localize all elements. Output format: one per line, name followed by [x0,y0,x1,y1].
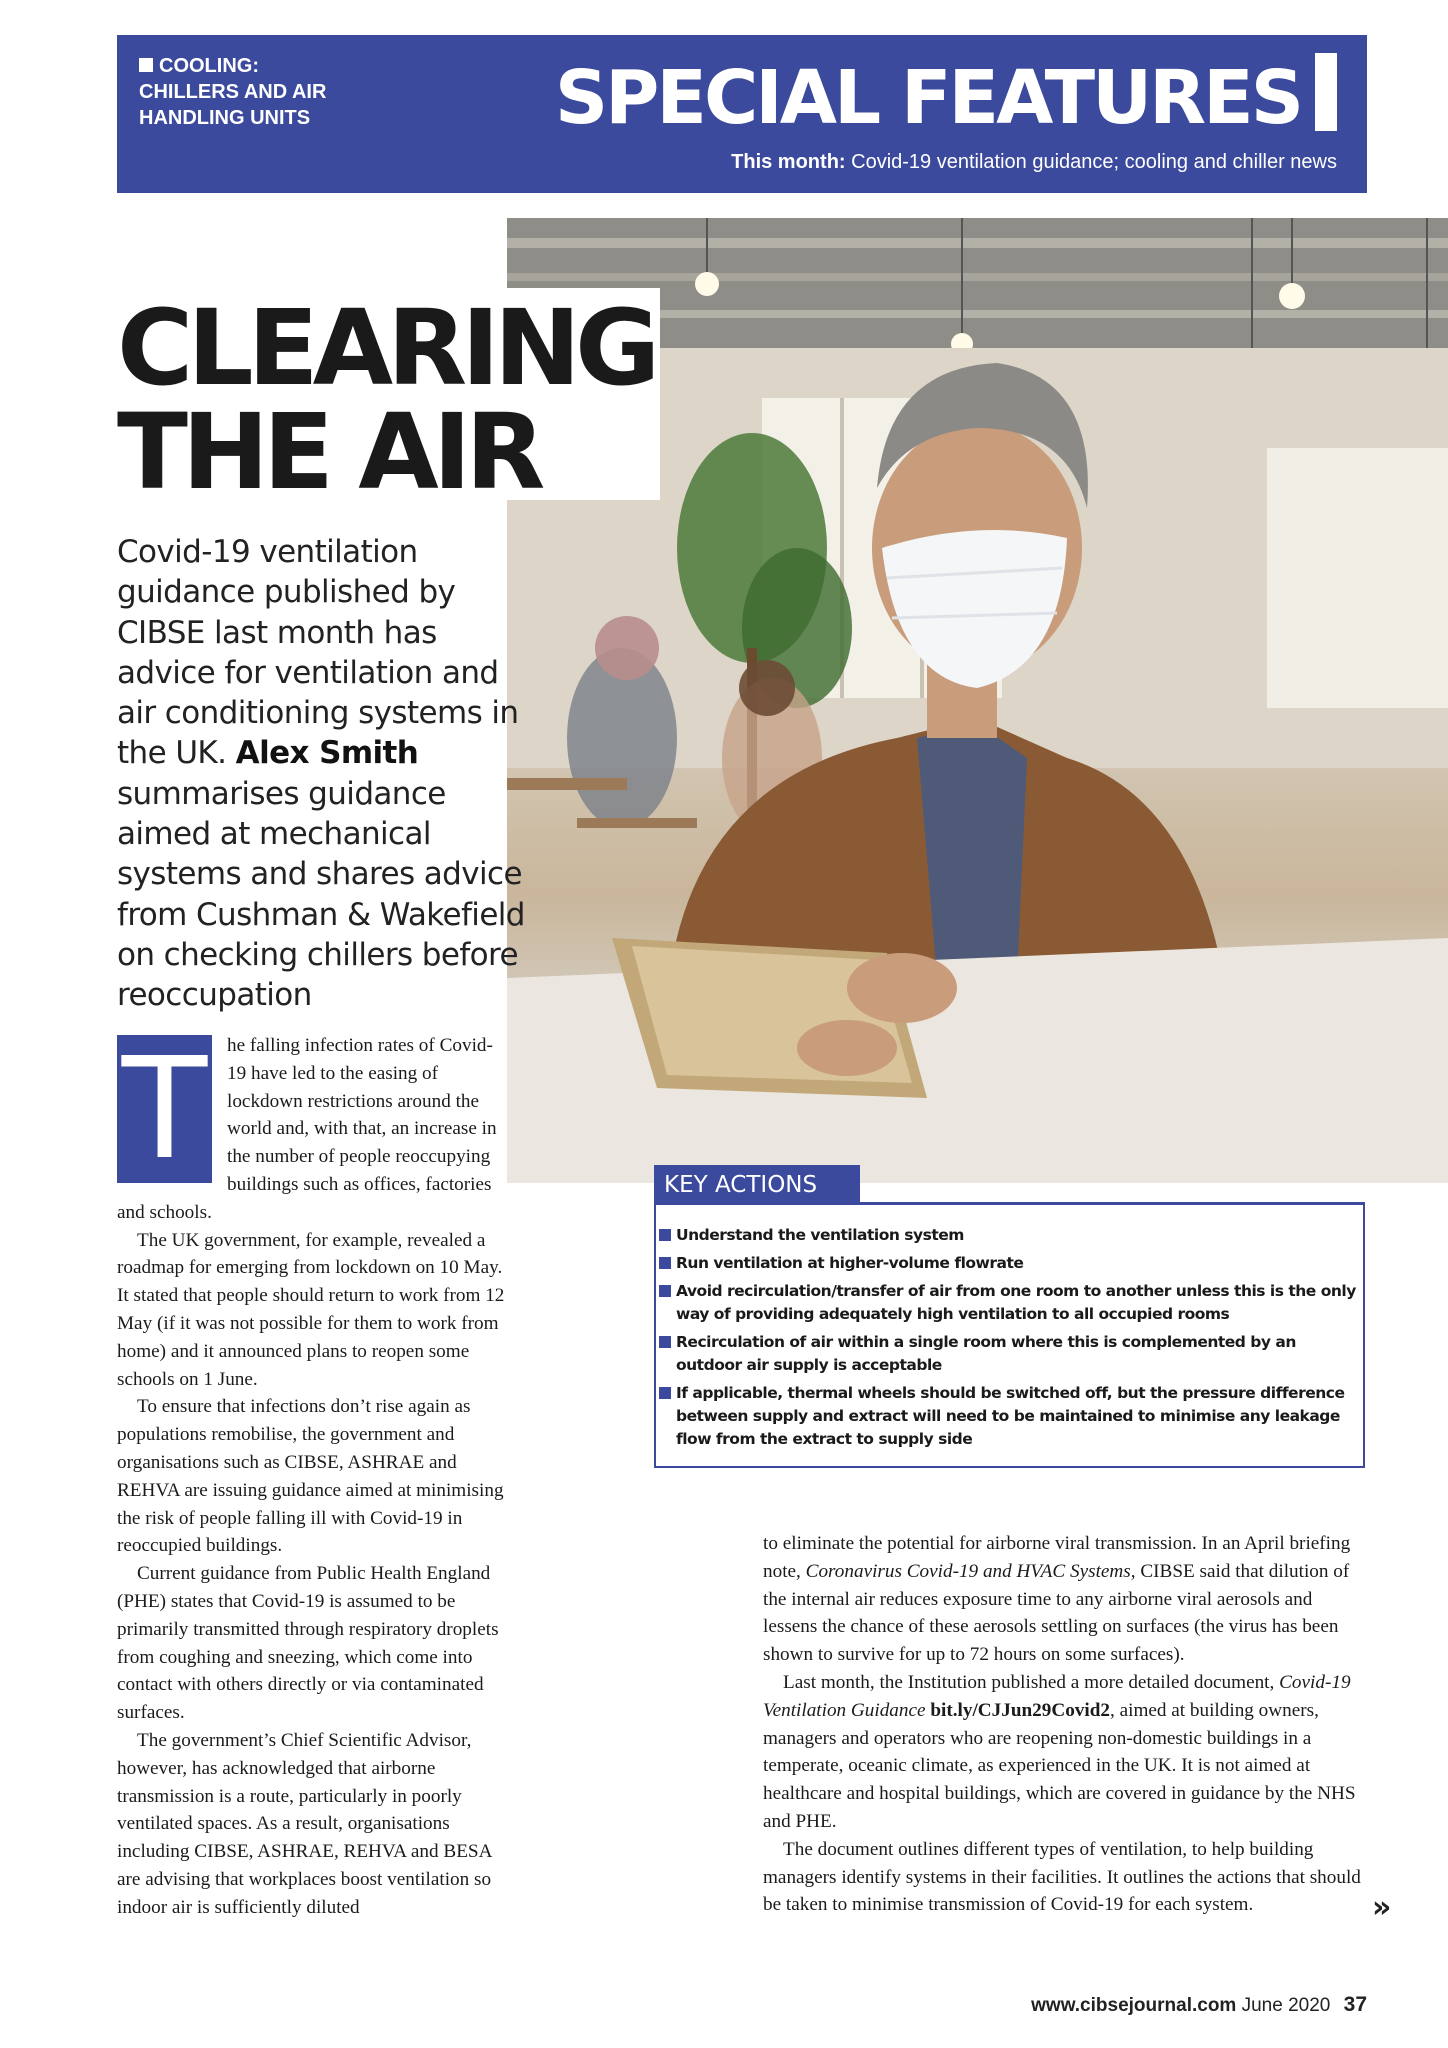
this-month-label: This month: [731,151,846,173]
square-bullet-icon [659,1336,671,1348]
key-action-item [656,1252,1356,1275]
p6-italic-title: Coronavirus Covid-19 and HVAC Systems [805,1560,1131,1582]
section-tag-line-2: CHILLERS AND AIR [139,81,327,103]
p6-text-b: , CIBSE said that dilution of the internal air reduces exposure time to any airborne viral aerosols and lessens the chance of these aerosols settling on surfaces (the virus has been shown to survive for up to 72 hours on some surfaces). [763,1560,1350,1666]
key-action-text: Avoid recirculation/transfer of air from one room to another unless this is the only way of providing adequately high ventilation to all occupied rooms [676,1282,1356,1323]
key-action-item [656,1331,1356,1377]
paragraph-2: The UK government, for example, revealed a roadmap for emerging from lockdown on 10 May. It stated that people should return to work from 12 May (if it was not possible for them to work from home) and it announced plans to reopen some schools on 1 June. [117,1229,505,1390]
paragraph-4: Current guidance from Public Health England (PHE) states that Covid-19 is assumed to be primarily transmitted through respiratory droplets from coughing and sneezing, which come into contact with others directly or via contaminated surfaces. [117,1563,499,1724]
body-column-2 [763,1530,1368,1919]
paragraph-1: he falling infection rates of Covid-19 have led to the easing of lockdown restrictions around the world and, with that, an increase in the number of people reoccupying buildings such as offices, factories and schools. [117,1035,497,1223]
title-line-1: CLEARING [117,287,655,409]
square-bullet-icon [139,58,153,72]
key-action-text: Run ventilation at higher-volume flowrate [676,1254,1024,1272]
body-column-1 [117,1028,507,1922]
paragraph-5: The government’s Chief Scientific Advisor, however, has acknowledged that airborne transmission is a route, particularly in poorly ventilated spaces. As a result, organisations including CIBSE, ASHRAE, REHVA and BESA are advising that workplaces boost ventilation so indoor air is sufficiently diluted [117,1729,492,1918]
square-bullet-icon [659,1257,671,1269]
banner-text: SPECIAL FEATURES [554,55,1301,141]
this-month-line [731,151,1337,174]
key-action-text: Understand the ventilation system [676,1226,964,1244]
p7-text-b: , aimed at building owners, managers and operators who are reopening non-domestic buildings in a temperate, oceanic climate, as experienced in the UK. It is not aimed at healthcare and hospital buildings, which are covered in guidance by the NHS and PHE. [763,1699,1356,1832]
drop-cap: T [117,1035,212,1183]
p7-italic-title: Covid-19 Ventilation Guidance [763,1671,1351,1721]
title-box [117,287,660,513]
square-bullet-icon [659,1387,671,1399]
continue-arrow-icon: » [1372,1890,1392,1925]
page-footer [1031,1993,1367,2017]
section-tag-line-1: COOLING: [159,55,259,77]
article-title [117,287,655,513]
key-action-item [656,1280,1356,1326]
square-bullet-icon [659,1285,671,1297]
section-tag-line-3: HANDLING UNITS [139,107,311,129]
standfirst [117,532,537,1016]
square-bullet-icon [659,1229,671,1241]
key-action-text: If applicable, thermal wheels should be switched off, but the pressure difference between supply and extract will need to be maintained to minimise any leakage flow from the extract to supply side [676,1384,1345,1448]
paragraph-6 [763,1530,1368,1669]
p7-text-a: Last month, the Institution published a more detailed document, [783,1671,1275,1693]
footer-date: June 2020 [1241,1995,1331,2016]
footer-url[interactable]: www.cibsejournal.com [1031,1995,1237,2016]
section-header [117,35,1367,193]
standfirst-text-2: summarises guidance aimed at mechanical systems and shares advice from Cushman & Wakefield on checking chillers before reoccupation [117,775,525,1014]
special-features-banner [555,53,1337,140]
this-month-text: Covid-19 ventilation guidance; cooling and chiller news [851,151,1337,173]
guidance-link[interactable]: bit.ly/CJJun29Covid2 [930,1699,1110,1721]
p6-text-a: to eliminate the potential for airborne viral transmission. In an April briefing note, [763,1533,1351,1582]
paragraph-7 [763,1669,1368,1836]
key-actions-box [654,1202,1365,1468]
key-action-text: Recirculation of air within a single room where this is complemented by an outdoor air supply is acceptable [676,1333,1296,1374]
paragraph-8: The document outlines different types of ventilation, to help building managers identify systems in their facilities. It outlines the actions that should be taken to minimise transmission of Covid-19 for each system. [763,1838,1361,1916]
key-action-item [656,1224,1356,1247]
key-actions-list [656,1224,1356,1456]
section-tag [139,53,326,131]
title-line-2: THE AIR [117,391,540,513]
page-number: 37 [1343,1993,1367,2016]
standfirst-text-1: Covid-19 ventilation guidance published by CIBSE last month has advice for ventilation and air conditioning systems in the UK. [117,534,519,772]
author-name: Alex Smith [235,735,419,772]
paragraph-3: To ensure that infections don’t rise again as populations remobilise, the government and organisations such as CIBSE, ASHRAE and REHVA are issuing guidance aimed at minimising the risk of people falling ill with Covid-19 in reoccupied buildings. [117,1396,504,1557]
banner-bar-icon [1315,53,1337,131]
key-actions-heading: KEY ACTIONS [654,1165,860,1203]
key-action-item [656,1382,1356,1451]
